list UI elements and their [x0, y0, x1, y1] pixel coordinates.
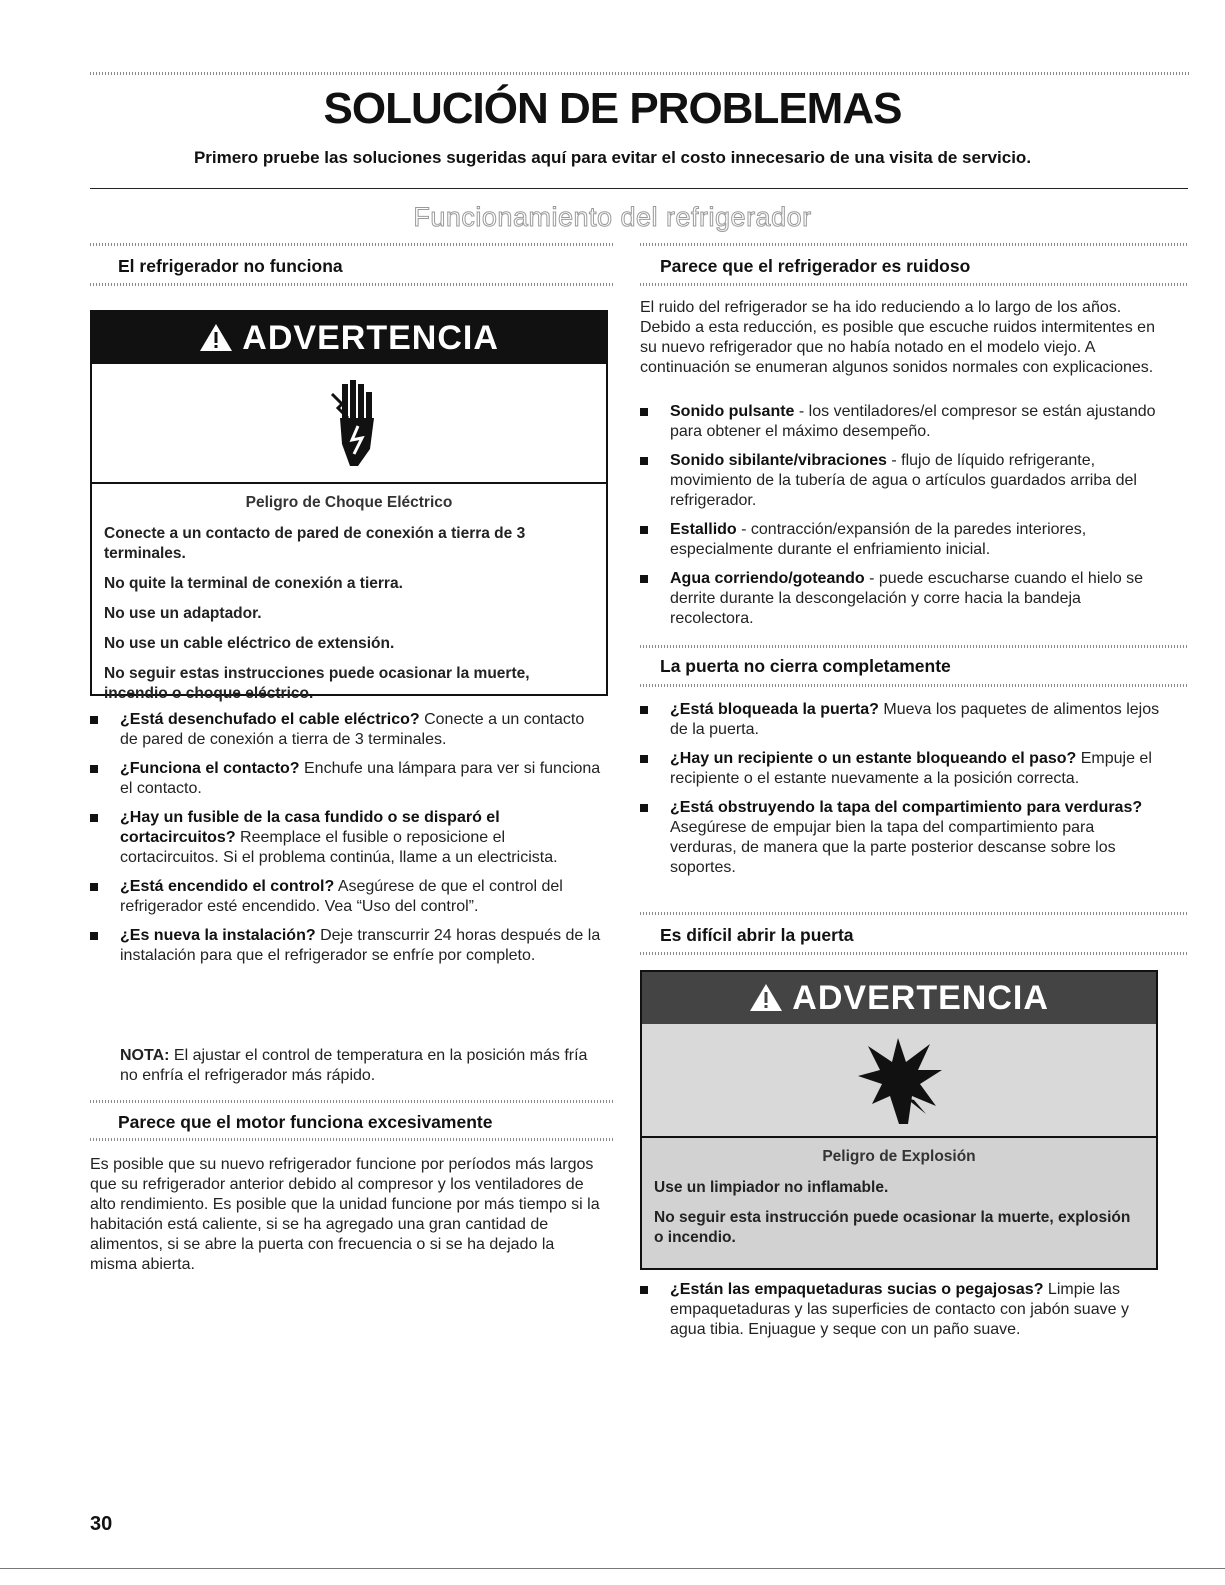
bullet-icon [640, 408, 648, 416]
warning-text [642, 1138, 1156, 1248]
list-item: ¿Está encendido el control? Asegúrese de que el control del refrigerador esté encendido. Vea “Uso del control”. [90, 877, 604, 917]
warning-line: No quite la terminal de conexión a tierra. [104, 575, 403, 592]
page-title: SOLUCIÓN DE PROBLEMAS [323, 84, 902, 133]
bullet-icon [640, 706, 648, 714]
noise-list [640, 402, 1160, 638]
divider [640, 243, 1188, 246]
list-item: Agua corriendo/goteando - puede escucharse cuando el hielo se derrite durante la descongelación y corre hacia la bandeja recolectora. [640, 569, 1160, 629]
bullet-icon [640, 526, 648, 534]
list-item: ¿Hay un recipiente o un estante bloqueando el paso? Empuje el recipiente o el estante nuevamente a la posición correcta. [640, 749, 1160, 789]
bullet-icon [90, 814, 98, 822]
warning-text [92, 484, 606, 704]
warning-triangle-icon [199, 319, 242, 357]
hazard-title: Peligro de Choque Eléctrico [245, 494, 453, 511]
troubleshoot-list [90, 710, 604, 975]
heading-refrigerator-not-working: El refrigerador no funciona [118, 256, 343, 276]
divider [640, 684, 1188, 687]
divider [90, 1100, 614, 1103]
warning-line: No use un adaptador. [104, 605, 262, 622]
warning-triangle-icon [749, 979, 792, 1017]
bullet-icon [640, 575, 648, 583]
heading-door-not-closing: La puerta no cierra completamente [660, 656, 951, 676]
warning-box-electric [90, 310, 608, 702]
list-item: ¿Hay un fusible de la casa fundido o se disparó el cortacircuitos? Reemplace el fusible o reposicione el cortacircuitos. Si el problema continúa, llame a un electricista. [90, 808, 604, 868]
warning-line: No seguir esta instrucción puede ocasionar la muerte, explosión o incendio. [654, 1209, 1131, 1246]
door-list [640, 700, 1160, 887]
page-number: 30 [90, 1513, 113, 1535]
bullet-icon [640, 804, 648, 812]
list-item: ¿Es nueva la instalación? Deje transcurrir 24 horas después de la instalación para que el refrigerador se enfríe por completo. [90, 926, 604, 966]
list-item: ¿Está desenchufado el cable eléctrico? Conecte a un contacto de pared de conexión a tierra de 3 terminales. [90, 710, 604, 750]
explosion-icon [854, 1036, 944, 1126]
bullet-icon [90, 932, 98, 940]
list-item: ¿Está bloqueada la puerta? Mueva los paquetes de alimentos lejos de la puerta. [640, 700, 1160, 740]
list-item: ¿Está obstruyendo la tapa del compartimiento para verduras? Asegúrese de empujar bien la tapa del compartimiento para verduras, de manera que la parte posterior descanse sobre los soportes. [640, 798, 1160, 878]
list-item: Estallido - contracción/expansión de la paredes interiores, especialmente durante el enfriamiento inicial. [640, 520, 1160, 560]
gasket-list [640, 1280, 1160, 1349]
bottom-rule [0, 1568, 1225, 1569]
bullet-icon [90, 883, 98, 891]
bullet-icon [90, 765, 98, 773]
bullet-icon [90, 716, 98, 724]
noise-paragraph: El ruido del refrigerador se ha ido reduciendo a lo largo de los años. Debido a esta reducción, es posible que escuche ruidos intermitentes en su nuevo refrigerador que no había notado en el modelo viejo. A continuación se enumeran algunos sonidos normales con explicaciones. [640, 299, 1155, 376]
divider [640, 283, 1188, 286]
electric-shock-icon [312, 374, 382, 474]
list-item: Sonido pulsante - los ventiladores/el compresor se están ajustando para obtener el máximo desempeño. [640, 402, 1160, 442]
warning-line: Conecte a un contacto de pared de conexión a tierra de 3 terminales. [104, 525, 526, 562]
warning-label: ADVERTENCIA [242, 319, 499, 357]
warning-icon-area [92, 364, 606, 484]
warning-icon-area [642, 1024, 1156, 1138]
divider [640, 952, 1188, 955]
section-title: Funcionamiento del refrigerador [413, 202, 812, 232]
bullet-icon [640, 457, 648, 465]
hazard-title: Peligro de Explosión [822, 1148, 976, 1165]
list-item: Sonido sibilante/vibraciones - flujo de líquido refrigerante, movimiento de la tubería de agua o artículos guardados arriba del refrigerador. [640, 451, 1160, 511]
list-item: ¿Funciona el contacto? Enchufe una lámpara para ver si funciona el contacto. [90, 759, 604, 799]
heading-motor-excessive: Parece que el motor funciona excesivamente [118, 1112, 493, 1132]
heading-door-hard-to-open: Es difícil abrir la puerta [660, 925, 854, 945]
warning-line: Use un limpiador no inflamable. [654, 1179, 889, 1196]
page-subtitle: Primero pruebe las soluciones sugeridas aquí para evitar el costo innecesario de una visita de servicio. [193, 148, 1032, 167]
top-divider [90, 72, 1190, 75]
note: NOTA: El ajustar el control de temperatura en la posición más fría no enfría el refrigerador más rápido. [120, 1047, 588, 1084]
divider [640, 645, 1188, 648]
motor-paragraph: Es posible que su nuevo refrigerador funcione por períodos más largos que su refrigerador anterior debido al compresor y los ventiladores de alto rendimiento. Es posible que la unidad funcione por más tiempo si la habitación está caliente, si se ha agregado una gran cantidad de alimentos, si se abre la puerta con frecuencia o si se ha dejado la misma abierta. [90, 1156, 600, 1273]
bullet-icon [640, 755, 648, 763]
divider [90, 283, 614, 286]
divider [640, 912, 1188, 915]
note-label: NOTA: [120, 1047, 170, 1064]
bullet-icon [640, 1286, 648, 1294]
divider [90, 1138, 614, 1141]
warning-header [642, 972, 1156, 1024]
list-item: ¿Están las empaquetaduras sucias o pegajosas? Limpie las empaquetaduras y las superficies de contacto con jabón suave y agua tibia. Enjuague y seque con un paño suave. [640, 1280, 1160, 1340]
header-rule [90, 188, 1188, 189]
heading-noisy: Parece que el refrigerador es ruidoso [660, 256, 971, 276]
warning-label: ADVERTENCIA [792, 979, 1049, 1017]
warning-box-explosion [640, 970, 1158, 1270]
warning-header [92, 312, 606, 364]
divider [90, 243, 614, 246]
warning-line: No seguir estas instrucciones puede ocasionar la muerte, incendio o choque eléctrico. [104, 665, 530, 702]
warning-line: No use un cable eléctrico de extensión. [104, 635, 395, 652]
